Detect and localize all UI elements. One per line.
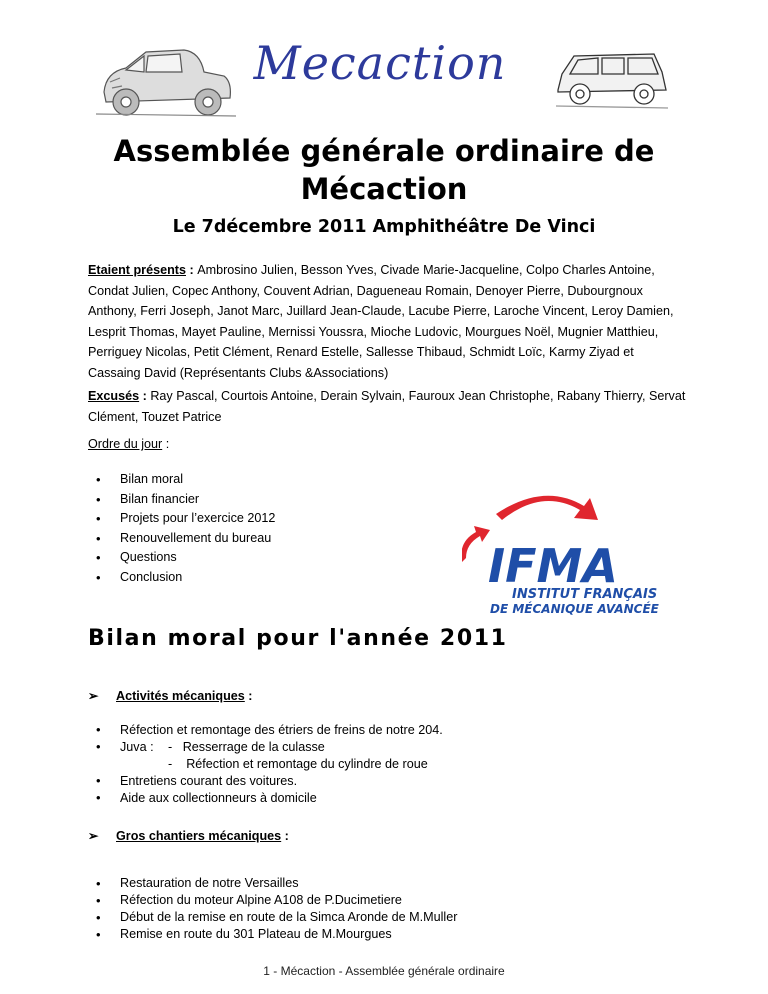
list-item: • Bilan moral (88, 470, 275, 490)
agenda-sep: : (162, 437, 170, 451)
list-item: • Remise en route du 301 Plateau de M.Mourgues (88, 926, 457, 943)
list-item: • Restauration de notre Versailles (88, 875, 457, 892)
list-item (88, 739, 154, 756)
juva-list (88, 739, 154, 756)
activites-label: Activités mécaniques (116, 689, 245, 703)
main-title-line2: Mécaction (300, 172, 468, 206)
arrow-bullet-icon: ➢ (88, 829, 99, 843)
vintage-car-illustration (96, 42, 236, 122)
header (90, 34, 676, 114)
list-item: • Aide aux collectionneurs à domicile (88, 790, 317, 807)
agenda-heading (88, 434, 688, 455)
excuses-text: Ray Pascal, Courtois Antoine, Derain Sylvain, Fauroux Jean Christophe, Rabany Thierry, Servat Clément, Touzet Patrice (88, 389, 686, 424)
activites-sep: : (244, 689, 253, 703)
excuses-paragraph (88, 386, 688, 427)
excuses-label: Excusés (88, 389, 140, 403)
agenda-list (88, 470, 275, 588)
excuses-sep: : (139, 389, 151, 403)
list-item: • Projets pour l’exercice 2012 (88, 509, 275, 529)
activites-heading (88, 688, 253, 703)
page-footer: 1 - Mécaction - Assemblée générale ordinaire (263, 964, 505, 978)
chantiers-label: Gros chantiers mécaniques (116, 829, 282, 843)
list-item: • Questions (88, 548, 275, 568)
juva-item: Resserrage de la culasse (182, 740, 325, 754)
list-item: • Début de la remise en route de la Simca Aronde de M.Muller (88, 909, 457, 926)
section-title: Bilan moral pour l'année 2011 (88, 626, 508, 651)
presents-sep: : (185, 263, 198, 277)
list-item: • Entretiens courant des voitures. (88, 773, 317, 790)
presents-paragraph (88, 260, 688, 383)
list-item: • Réfection et remontage des étriers de freins de notre 204. (88, 722, 443, 739)
juva-item: Réfection et remontage du cylindre de roue (186, 757, 428, 771)
list-item: • Renouvellement du bureau (88, 529, 275, 549)
juva-sub-1: - Resserrage de la culasse (168, 740, 325, 754)
subtitle: Le 7décembre 2011 Amphithéâtre De Vinci (172, 217, 596, 237)
juva-sub-2: - Réfection et remontage du cylindre de roue (168, 757, 428, 771)
main-title-line1: Assemblée générale ordinaire de (113, 134, 655, 168)
list-item: • Réfection du moteur Alpine A108 de P.Ducimetiere (88, 892, 457, 909)
chantiers-sep: : (281, 829, 289, 843)
ifma-line1: INSTITUT FRANÇAIS (512, 587, 658, 602)
activites-list-2 (88, 773, 317, 806)
juva-label: Juva : (120, 740, 154, 754)
presents-label: Etaient présents (88, 263, 186, 277)
activites-list (88, 722, 443, 739)
chantiers-list (88, 875, 457, 943)
agenda-label: Ordre du jour (88, 437, 163, 451)
presents-text: Ambrosino Julien, Besson Yves, Civade Marie-Jacqueline, Colpo Charles Antoine, Condat Julien, Copec Anthony, Couvent Adrian, Dagueneau Romain, Denoyer Pierre, Dubourgnoux Anthony, Ferri Joseph, Janot Marc, Juillard Jean-Claude, Lacube Pierre, Laroche Vincent, Leroy Damien, Lesprit Thomas, Mayet Pauline, Mernissi Youssra, Mioche Ludovic, Mourgues Noël, Mugnier Matthieu, Perriguey Nicolas, Petit Clément, Renard Estelle, Sallesse Thibaud, Schmidt Loïc, Karmy Ziyad et Cassaing David (Représentants Clubs &Associations) (88, 263, 674, 380)
list-item: • Conclusion (88, 568, 275, 588)
ifma-big-text: IFMA (488, 539, 618, 593)
list-item: • Bilan financier (88, 490, 275, 510)
ifma-line2: DE MÉCANIQUE AVANCÉE (490, 602, 659, 616)
chantiers-heading (88, 828, 289, 843)
station-wagon-illustration (554, 46, 670, 116)
ifma-logo (462, 480, 662, 620)
brand-title: Mecaction (253, 36, 507, 90)
arrow-bullet-icon: ➢ (88, 689, 99, 703)
